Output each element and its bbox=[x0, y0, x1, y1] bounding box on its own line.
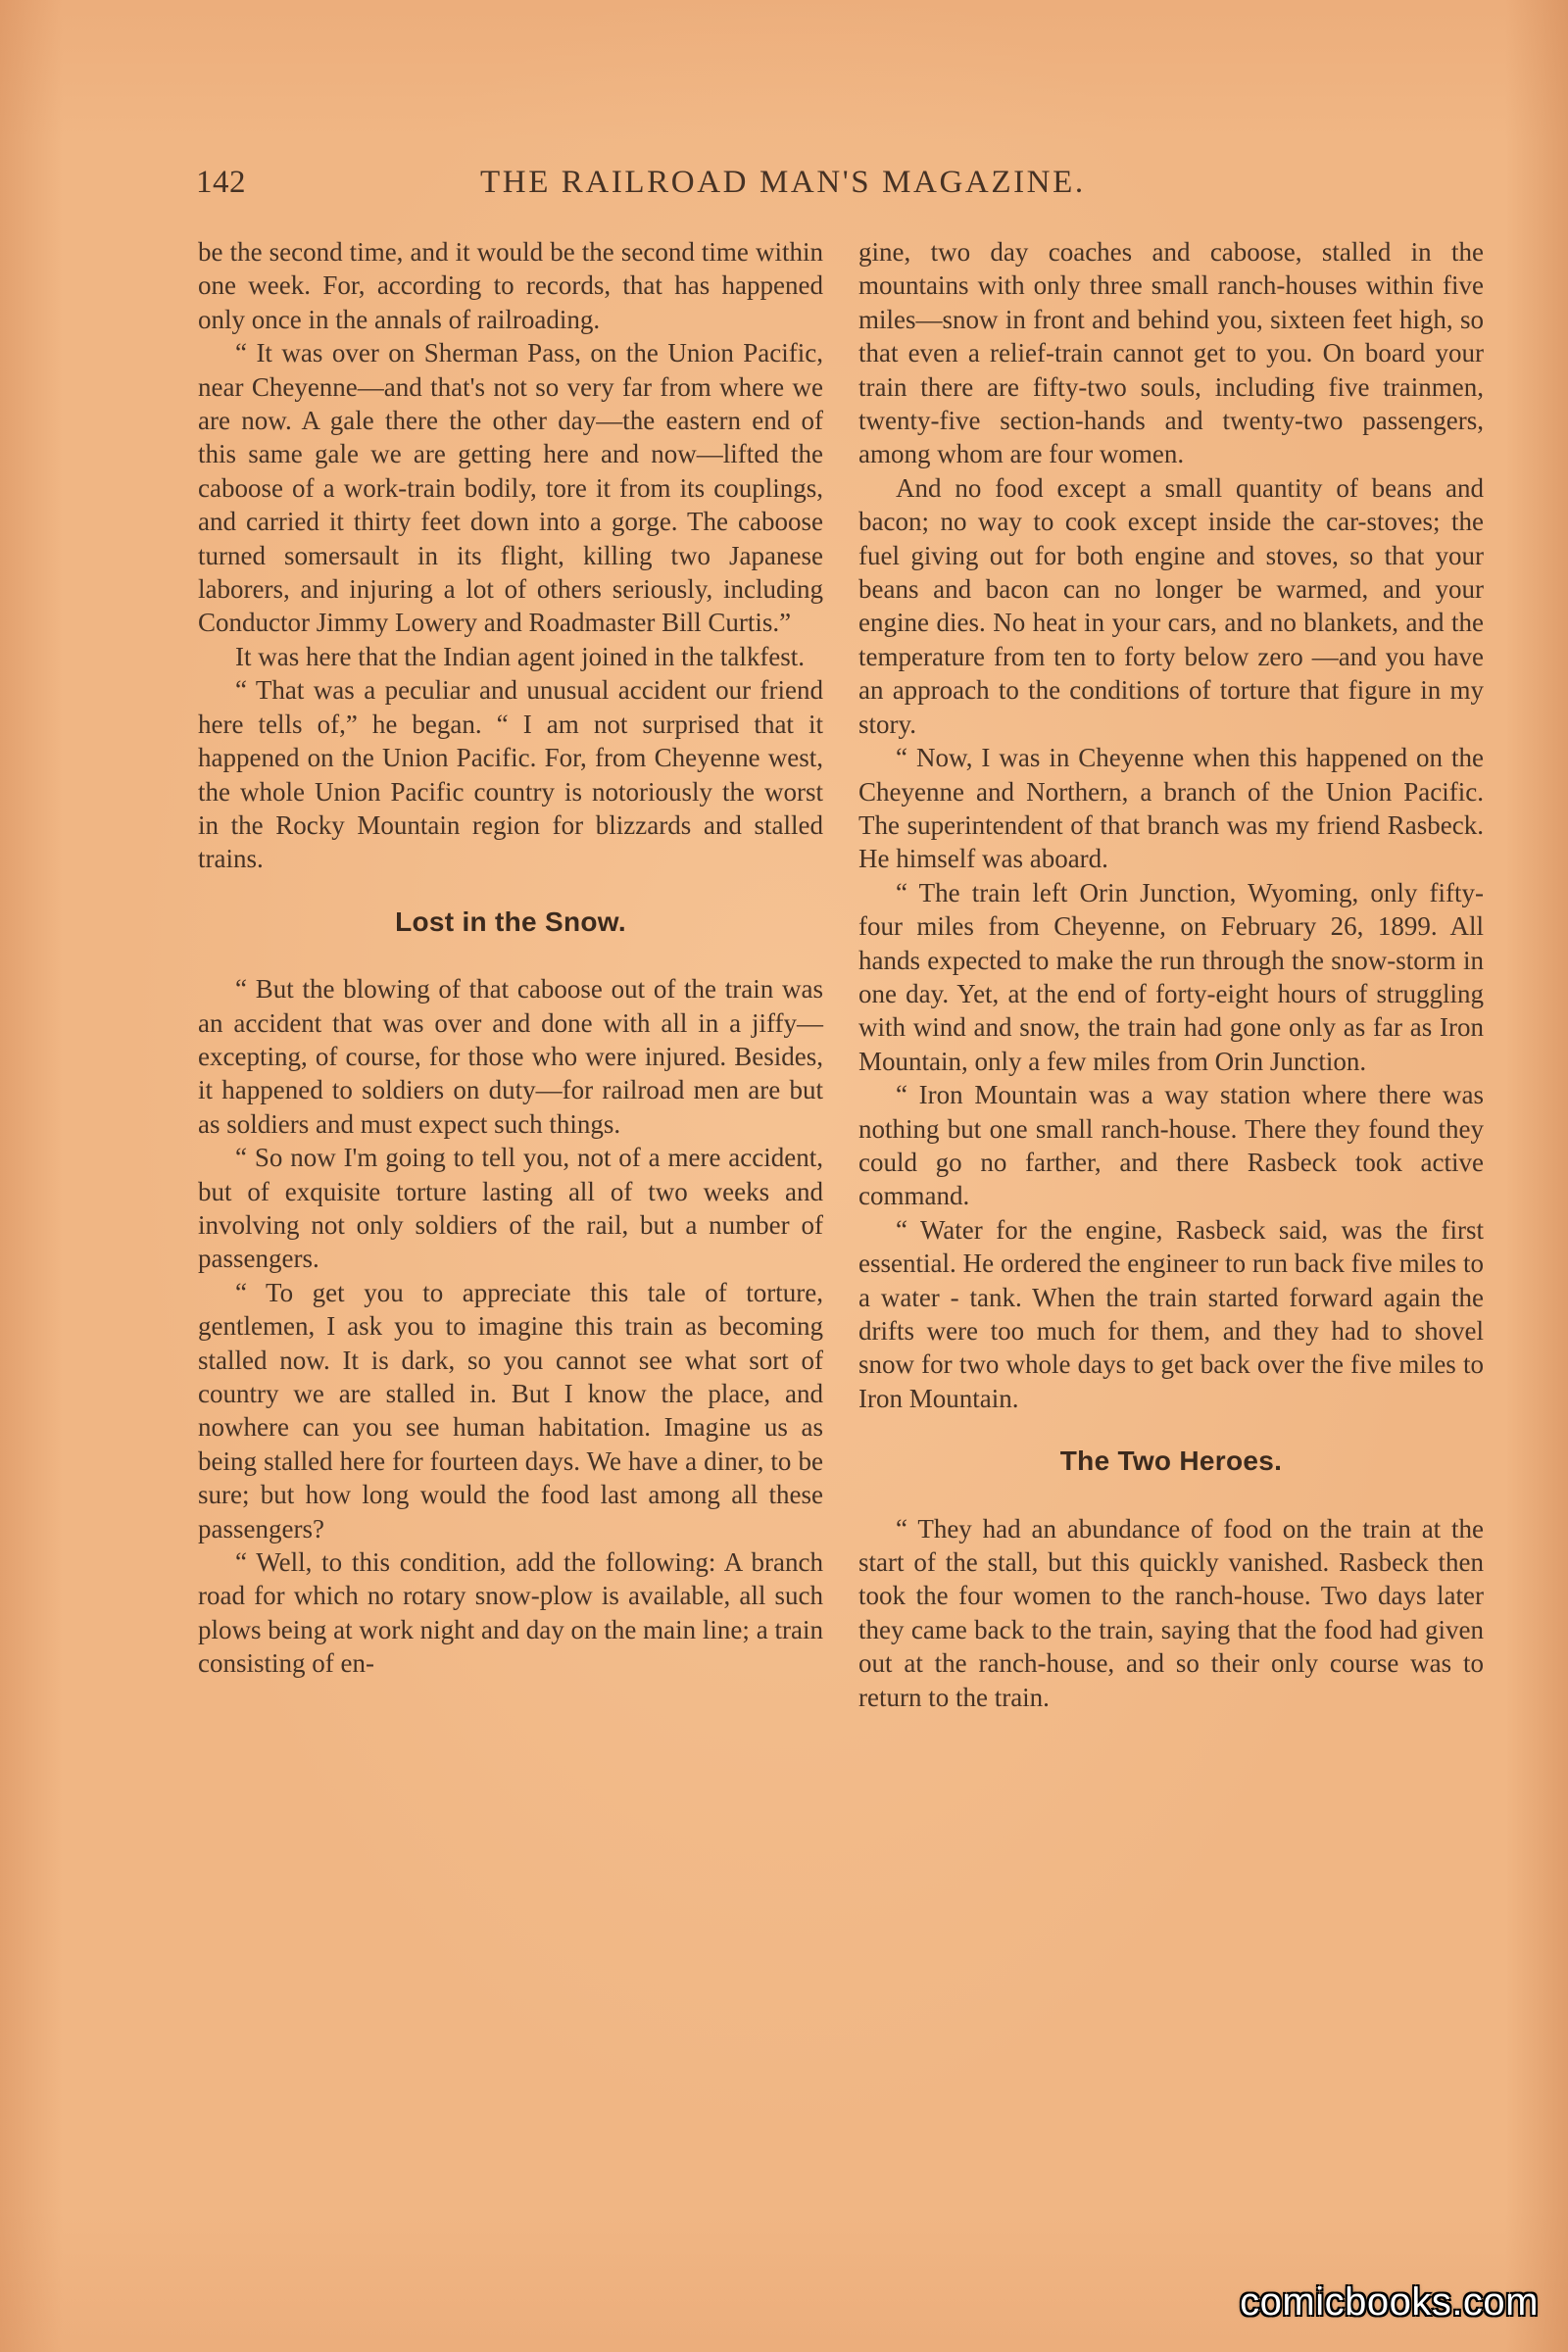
paragraph: And no food except a small quantity of beans and bacon; no way to cook except inside the car-stoves; the fuel giving out for both engine and stoves, so that your beans and bacon can no longer be warmed, and your engine dies. No heat in your cars, and no blankets, and the temperature from ten to forty below zero —and you have an approach to the conditions of torture that figure in my story. bbox=[858, 472, 1484, 739]
running-title: THE RAILROAD MAN'S MAGAZINE. bbox=[480, 165, 1086, 200]
paragraph: “ That was a peculiar and unusual accident our friend here tells of,” he began. “ I am not surprised that it happened on the Union Pacific. For, from Cheyenne west, the whole Union Pacific country is notoriously the worst in the Rocky Mountain region for blizzards and stalled trains. bbox=[198, 675, 823, 874]
paragraph: “ It was over on Sherman Pass, on the Union Pacific, near Cheyenne—and that's not so very far from where we are now. A gale there the other day—the eastern end of this same gale we are getting here and now—lifted the caboose of a work-train bodily, tore it from its couplings, and carried it thirty feet down into a gorge. The caboose turned somersault in its flight, killing two Japanese laborers, and injuring a lot of others seriously, including Conductor Jimmy Lowery and Roadmaster Bill Curtis.” bbox=[198, 338, 823, 638]
paragraph: “ The train left Orin Junction, Wyoming, only fifty-four miles from Cheyenne, on February 26, 1899. All hands expected to make the run through the snow-storm in one day. Yet, at the end of forty-eight hours of struggling with wind and snow, the train had gone only as far as Iron Mountain, only a few miles from Orin Junction. bbox=[858, 877, 1484, 1076]
paragraph: “ Iron Mountain was a way station where there was nothing but one small ranch-house. There they found they could go no farther, and there Rasbeck took active command. bbox=[858, 1080, 1484, 1211]
paragraph: be the second time, and it would be the second time within one week. For, according to records, that has happened only once in the annals of railroading. bbox=[198, 237, 823, 334]
page-number: 142 bbox=[196, 165, 246, 200]
section-heading: Lost in the Snow. bbox=[395, 906, 626, 937]
paragraph: It was here that the Indian agent joined in the talkfest. bbox=[235, 641, 806, 671]
left-column bbox=[198, 235, 823, 1681]
paragraph: “ To get you to appreciate this tale of torture, gentlemen, I ask you to imagine this train as becoming stalled now. It is dark, so you cannot see what sort of country we are stalled in. But I know the place, and nowhere can you see human habitation. Imagine us as being stalled here for fourteen days. We have a diner, to be sure; but how long would the food last among all these passengers? bbox=[198, 1277, 823, 1544]
page-header bbox=[196, 165, 1196, 208]
paragraph: “ They had an abundance of food on the train at the start of the stall, but this quickly vanished. Rasbeck then took the four women to the ranch-house. Two days later they came back to the train, saying that the food had given out at the ranch-house, and so their only course was to return to the train. bbox=[858, 1513, 1484, 1712]
paragraph: “ So now I'm going to tell you, not of a mere accident, but of exquisite torture lasting all of two weeks and involving not only soldiers of the rail, but a number of passengers. bbox=[198, 1143, 823, 1274]
paragraph: “ But the blowing of that caboose out of the train was an accident that was over and done with all in a jiffy—excepting, of course, for those who were injured. Besides, it happened to soldiers on duty—for railroad men are but as soldiers and must expect such things. bbox=[198, 974, 823, 1139]
paragraph: “ Water for the engine, Rasbeck said, was the first essential. He ordered the engineer to run back five miles to a water - tank. When the train started forward again the drifts were too much for them, and they had to shovel snow for two whole days to get back over the five miles to Iron Mountain. bbox=[858, 1214, 1484, 1413]
paragraph: gine, two day coaches and caboose, stalled in the mountains with only three small ranch-houses within five miles—snow in front and behind you, sixteen feet high, so that even a relief-train cannot get to you. On board your train there are fifty-two souls, including five trainmen, twenty-five section-hands and twenty-two passengers, among whom are four women. bbox=[858, 237, 1484, 469]
right-column bbox=[858, 235, 1484, 1714]
site-watermark: comicbooks.com bbox=[1240, 2280, 1539, 2324]
section-heading: The Two Heroes. bbox=[1059, 1446, 1283, 1477]
paragraph: “ Now, I was in Cheyenne when this happened on the Cheyenne and Northern, a branch of the Union Pacific. The superintendent of that branch was my friend Rasbeck. He himself was aboard. bbox=[858, 743, 1484, 874]
paragraph: “ Well, to this condition, add the following: A branch road for which no rotary snow-plow is available, all such plows being at work night and day on the main line; a train consisting of en- bbox=[198, 1547, 823, 1679]
